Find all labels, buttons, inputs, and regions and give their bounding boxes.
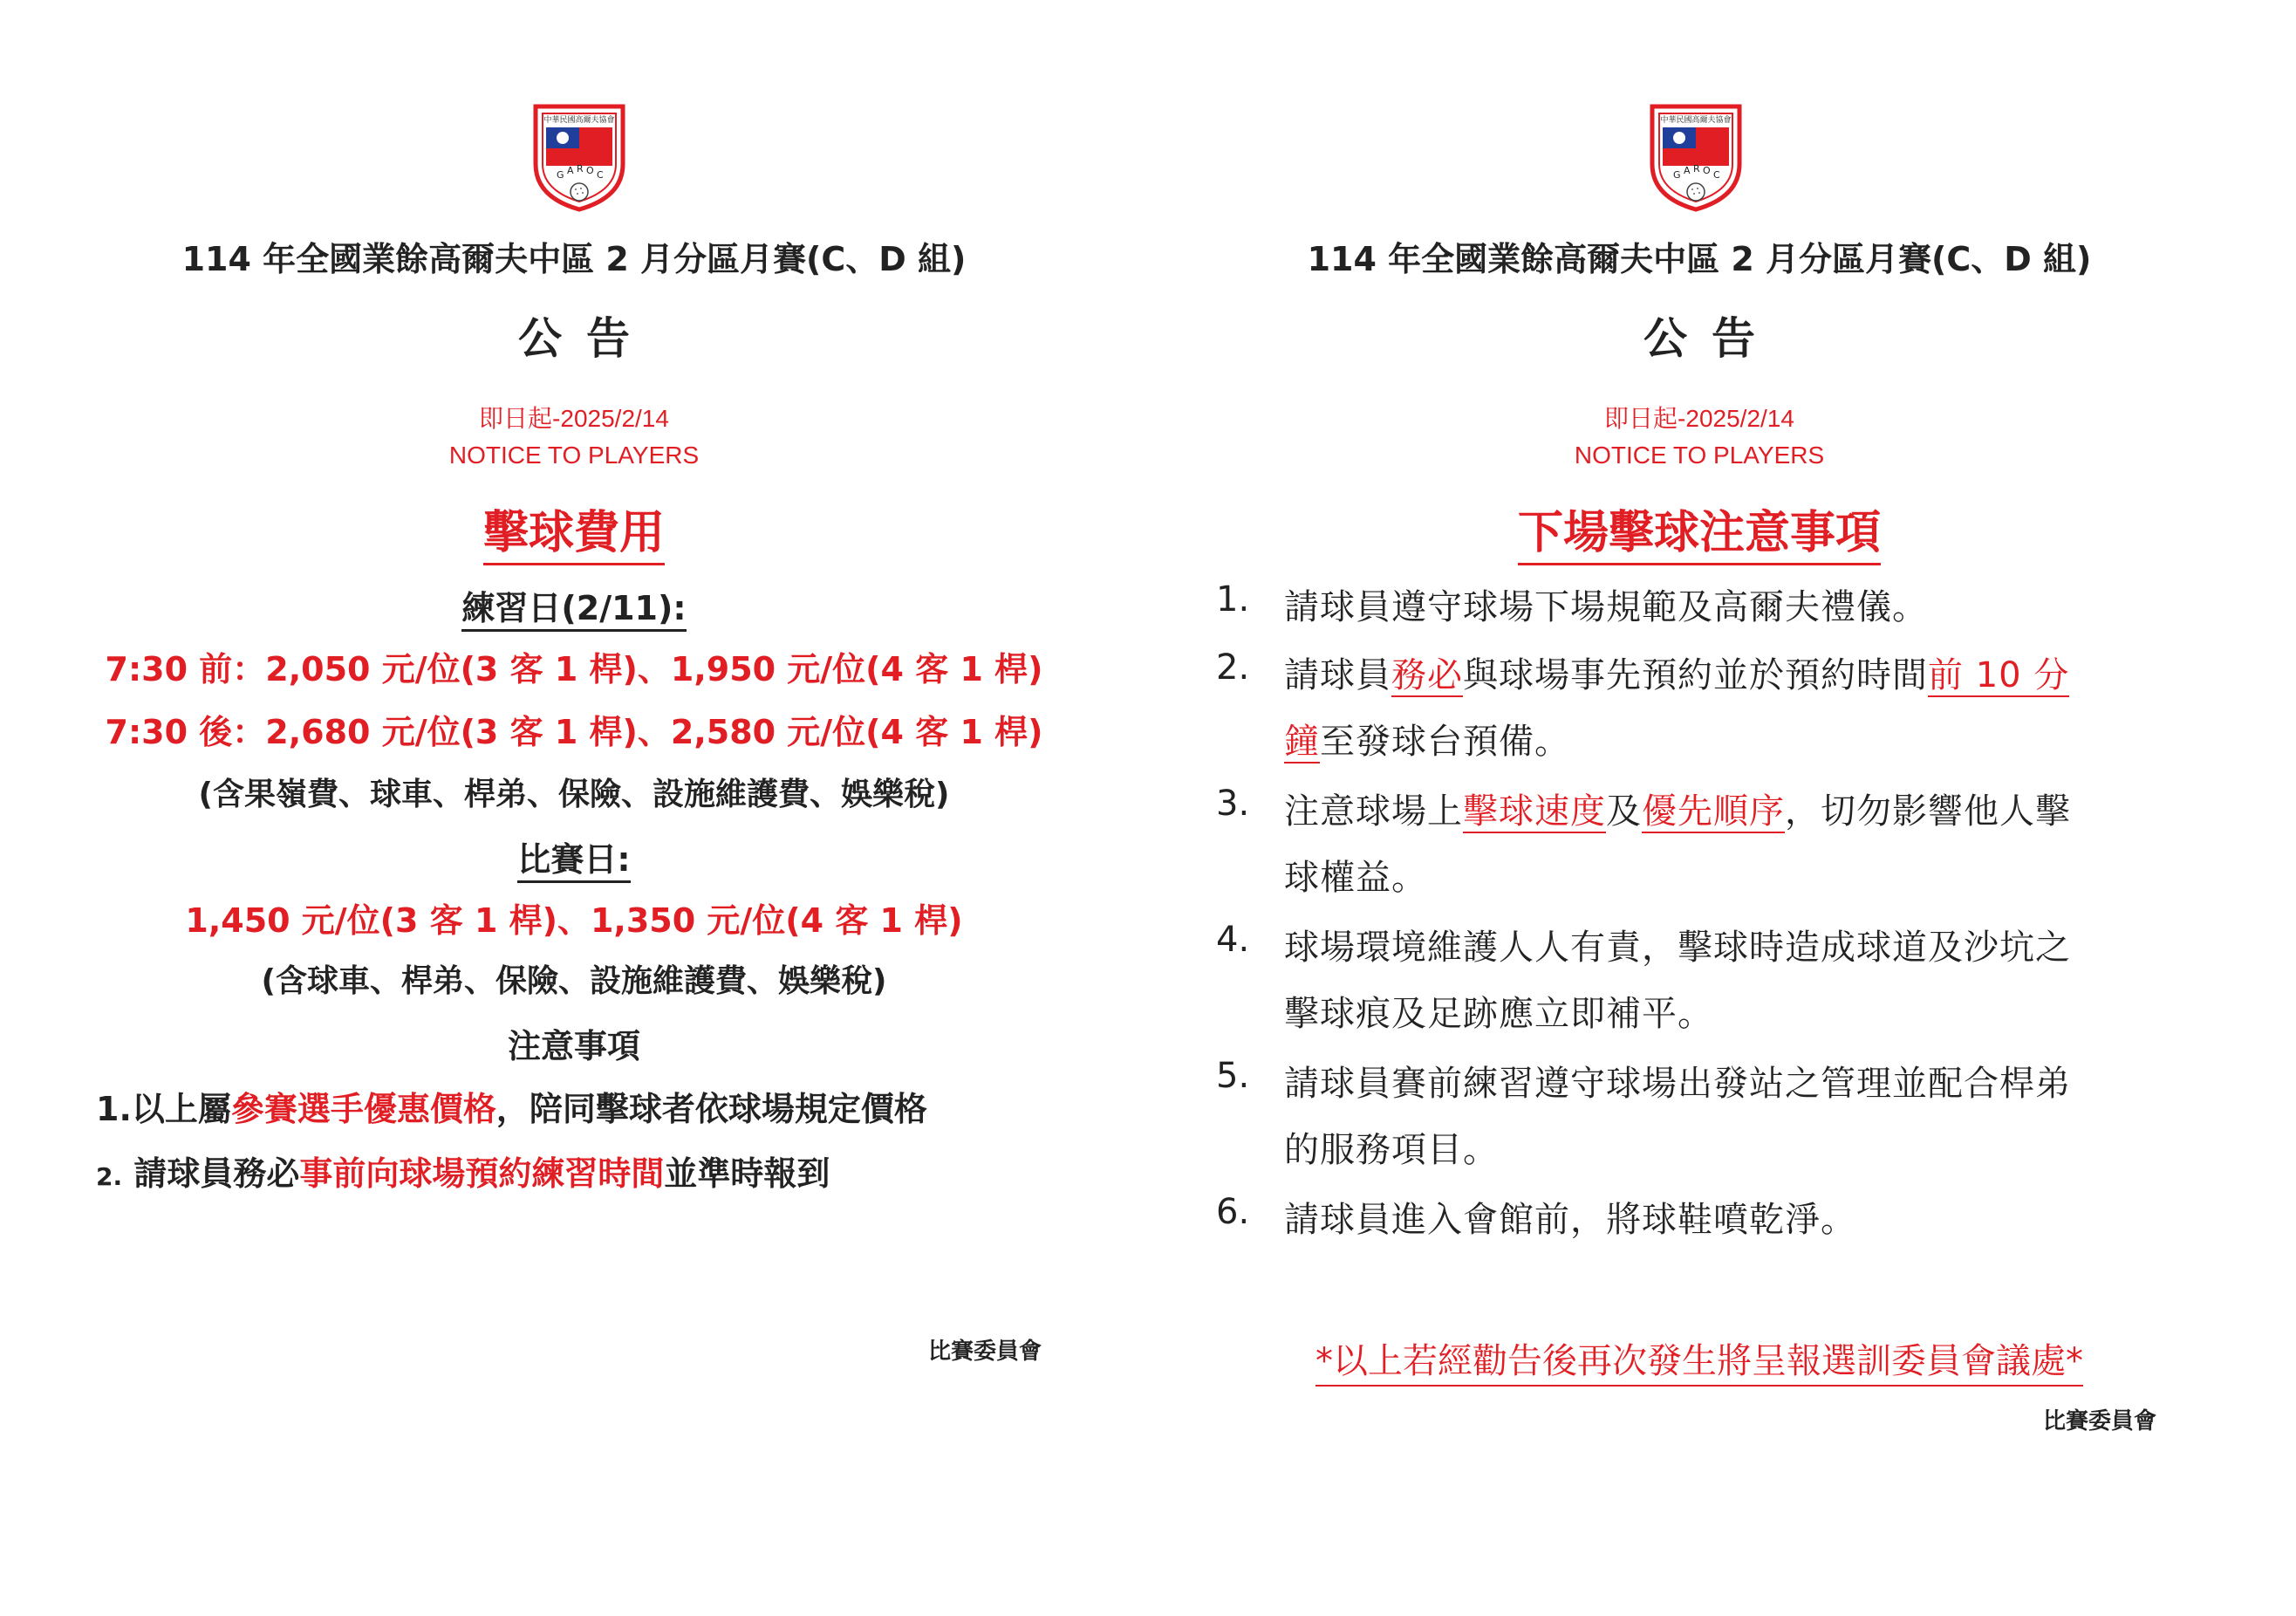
note-1 bbox=[96, 1082, 927, 1130]
match-day-includes: (含球車、桿弟、保險、設施維護費、娛樂稅) bbox=[261, 963, 887, 999]
logo-letter-r: R bbox=[1693, 163, 1700, 175]
rule-2-f: 至發球台預備。 bbox=[1320, 722, 1570, 762]
fee-heading-text: 擊球費用 bbox=[483, 507, 665, 565]
rule-3-e: ，切勿影響他人擊 bbox=[1785, 791, 2071, 832]
rule-2-c: 與球場事先預約並於預約時間 bbox=[1463, 655, 1928, 695]
match-day-label bbox=[0, 832, 1148, 880]
logo-letter-o: O bbox=[586, 165, 594, 176]
page-title: 114 年全國業餘高爾夫中區 2 月分區月賽(C、D 組) bbox=[181, 240, 967, 278]
rule-6-num: 6. bbox=[1216, 1192, 1250, 1232]
logo-letter-o: O bbox=[1703, 165, 1711, 176]
notice-to-players: NOTICE TO PLAYERS bbox=[448, 442, 700, 469]
right-committee-signature: 比賽委員會 bbox=[2043, 1408, 2157, 1435]
garoc-logo-icon bbox=[1643, 94, 1748, 213]
logo-letter-g: G bbox=[557, 169, 564, 181]
rules-heading bbox=[1103, 496, 2296, 561]
rule-2-line-2 bbox=[1284, 714, 1570, 763]
practice-day-label bbox=[0, 581, 1148, 629]
practice-price-after: 7:30 後：2,680 元/位(3 客 1 桿)、2,580 元/位(4 客 1 桿) bbox=[105, 713, 1043, 751]
warning-note-text: *以上若經勸告後再次發生將呈報選訓委員會議處* bbox=[1315, 1341, 2083, 1387]
rule-3-line-1 bbox=[1284, 784, 2071, 833]
rule-3-num: 3. bbox=[1216, 784, 1250, 824]
rule-5-line-1: 請球員賽前練習遵守球場出發站之管理並配合桿弟 bbox=[1284, 1064, 2071, 1104]
note-2 bbox=[96, 1147, 830, 1195]
rule-2-e: 鐘 bbox=[1284, 722, 1320, 762]
effective-date: 即日起-2025/2/14 bbox=[1604, 405, 1794, 432]
note-1-highlight: 參賽選手優惠價格 bbox=[230, 1090, 496, 1128]
logo-org-text: 中華民國高爾夫協會 bbox=[543, 116, 615, 125]
rule-3-d: 優先順序 bbox=[1642, 791, 1785, 832]
rule-4-line-2: 擊球痕及足跡應立即補平。 bbox=[1284, 994, 1713, 1034]
note-1-suffix: ，陪同擊球者依球場規定價格 bbox=[495, 1090, 927, 1128]
rule-4-line-1: 球場環境維護人人有責，擊球時造成球道及沙坑之 bbox=[1284, 928, 2071, 968]
fee-heading bbox=[0, 496, 1148, 561]
left-committee-signature: 比賽委員會 bbox=[928, 1339, 1042, 1365]
logo-org-text: 中華民國高爾夫協會 bbox=[1660, 116, 1732, 125]
page-title: 114 年全國業餘高爾夫中區 2 月分區月賽(C、D 組) bbox=[1307, 240, 2092, 278]
match-day-label-text: 比賽日: bbox=[517, 840, 630, 883]
note-1-prefix: 1.以上屬 bbox=[96, 1090, 231, 1128]
warning-note bbox=[1103, 1333, 2296, 1383]
practice-day-label-text: 練習日(2/11): bbox=[461, 589, 686, 632]
logo-letter-a: A bbox=[1684, 165, 1691, 176]
logo-letter-r: R bbox=[577, 163, 584, 175]
rule-4-num: 4. bbox=[1216, 920, 1250, 960]
note-2-num: 2. bbox=[96, 1162, 123, 1191]
rule-3-line-2: 球權益。 bbox=[1284, 858, 1427, 898]
practice-includes: (含果嶺費、球車、桿弟、保險、設施維護費、娛樂稅) bbox=[198, 777, 950, 812]
note-2-prefix: 請球員務必 bbox=[133, 1154, 300, 1193]
note-2-highlight: 事前向球場預約練習時間 bbox=[299, 1154, 665, 1193]
rules-heading-text: 下場擊球注意事項 bbox=[1518, 507, 1881, 565]
logo-letter-a: A bbox=[567, 165, 574, 176]
rule-2-line-1 bbox=[1284, 647, 2069, 697]
rule-2-b: 務必 bbox=[1391, 655, 1463, 695]
rule-5-line-2: 的服務項目。 bbox=[1284, 1130, 1499, 1170]
rule-6-text: 請球員進入會館前，將球鞋噴乾淨。 bbox=[1284, 1200, 1856, 1240]
notice-heading: 公告 bbox=[1643, 313, 1780, 364]
rule-3-b: 擊球速度 bbox=[1463, 791, 1606, 832]
rule-1-num: 1. bbox=[1216, 579, 1250, 620]
logo-letter-g: G bbox=[1673, 169, 1681, 181]
rule-1-text: 請球員遵守球場下場規範及高爾夫禮儀。 bbox=[1284, 587, 1928, 627]
rule-2-num: 2. bbox=[1216, 647, 1250, 688]
match-day-price: 1,450 元/位(3 客 1 桿)、1,350 元/位(4 客 1 桿) bbox=[185, 901, 963, 940]
rule-5-num: 5. bbox=[1216, 1056, 1250, 1096]
note-2-suffix: 並準時報到 bbox=[664, 1154, 830, 1193]
rule-3-a: 注意球場上 bbox=[1284, 791, 1463, 832]
right-notice-page bbox=[1148, 0, 2296, 1616]
practice-price-before: 7:30 前：2,050 元/位(3 客 1 桿)、1,950 元/位(4 客 1 桿) bbox=[105, 650, 1043, 688]
rule-3-c: 及 bbox=[1606, 791, 1642, 832]
notes-heading: 注意事項 bbox=[507, 1027, 640, 1065]
logo-letter-c: C bbox=[1713, 169, 1720, 181]
effective-date: 即日起-2025/2/14 bbox=[479, 405, 669, 432]
rule-2-d: 前 10 分 bbox=[1928, 655, 2070, 695]
garoc-logo-icon bbox=[527, 94, 632, 213]
logo-letter-c: C bbox=[597, 169, 604, 181]
notice-to-players: NOTICE TO PLAYERS bbox=[1574, 442, 1825, 469]
rule-2-a: 請球員 bbox=[1284, 655, 1391, 695]
notice-heading: 公告 bbox=[518, 313, 654, 364]
